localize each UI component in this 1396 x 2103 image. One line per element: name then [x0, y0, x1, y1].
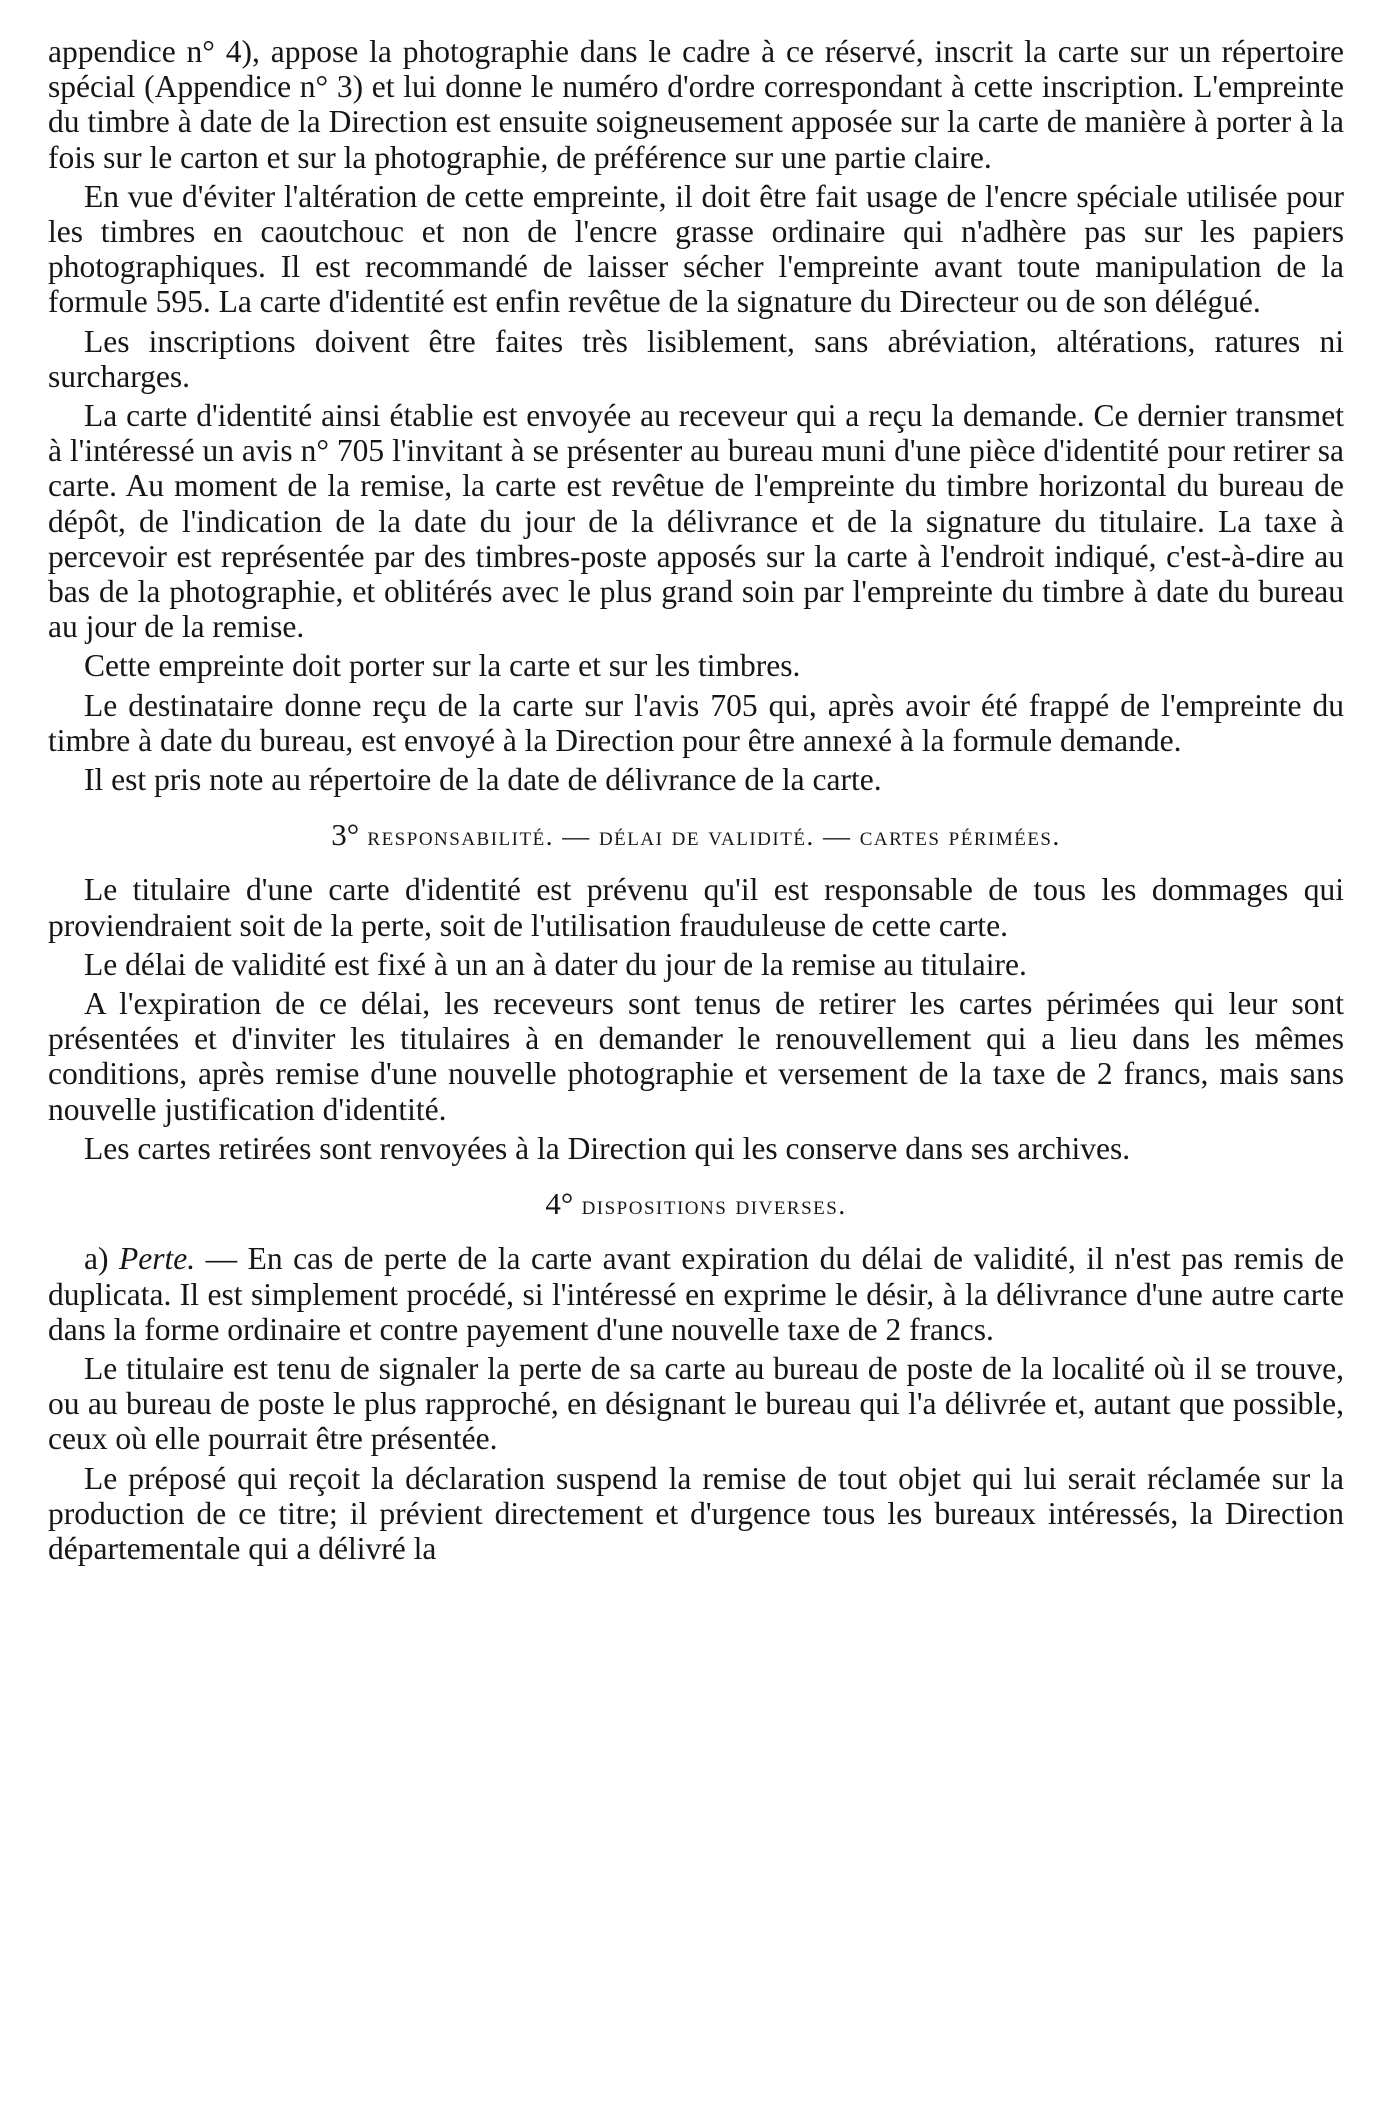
section-heading-responsabilite: [48, 817, 1344, 854]
section-heading-dispositions: [48, 1186, 1344, 1223]
section-number: 4°: [545, 1186, 574, 1222]
document-body: [48, 34, 1344, 1566]
subsection-marker: a): [84, 1241, 109, 1277]
paragraph: En vue d'éviter l'altération de cette empreinte, il doit être fait usage de l'encre spéciale utilisée pour les timbres en caoutchouc et non de l'encre grasse ordinaire qui n'adhère pas sur les papiers photographiques. Il est recommandé de laisser sécher l'empreinte avant toute manipulation de la formule 595. La carte d'identité est enfin revêtue de la signature du Directeur ou de son délégué.: [48, 178, 1344, 320]
paragraph: Le délai de validité est fixé à un an à dater du jour de la remise au titulaire.: [84, 946, 1027, 982]
paragraph: A l'expiration de ce délai, les receveurs sont tenus de retirer les cartes périmées qui leur sont présentées et d'inviter les titulaires à en demander le renouvellement qui a lieu dans les mêmes conditions, après remise d'une nouvelle photographie et versement de la taxe de 2 francs, mais sans nouvelle justification d'identité.: [48, 986, 1344, 1127]
subsection-perte: [48, 1241, 1344, 1347]
section-title: responsabilité. — délai de validité. — cartes périmées.: [367, 821, 1061, 852]
subsection-text: — En cas de perte de la carte avant expiration du délai de validité, il n'est pas remis de duplicata. Il est simplement procédé, si l'intéressé en exprime le désir, à la délivrance d'une autre carte dans la forme ordinaire et contre payement d'une nouvelle taxe de 2 francs.: [48, 1241, 1345, 1347]
section-title: dispositions diverses.: [581, 1190, 847, 1221]
subsection-label: Perte.: [119, 1241, 196, 1277]
paragraph: Le titulaire d'une carte d'identité est prévenu qu'il est responsable de tous les dommages qui proviendraient soit de la perte, soit de l'utilisation frauduleuse de cette carte.: [48, 872, 1344, 943]
paragraph-continuation: appendice n° 4), appose la photographie dans le cadre à ce réservé, inscrit la carte sur un répertoire spécial (Appendice n° 3) et lui donne le numéro d'ordre correspondant à cette inscription. L'empreinte du timbre à date de la Direction est ensuite soigneusement apposée sur la carte de manière à porter à la fois sur le carton et sur la photographie, de préférence sur une partie claire.: [48, 34, 1344, 175]
section-number: 3°: [331, 817, 360, 853]
paragraph: Cette empreinte doit porter sur la carte et sur les timbres.: [84, 648, 801, 684]
paragraph: La carte d'identité ainsi établie est envoyée au receveur qui a reçu la demande. Ce dernier transmet à l'intéressé un avis n° 705 l'invitant à se présenter au bureau muni d'une pièce d'identité pour retirer sa carte. Au moment de la remise, la carte est revêtue de l'empreinte du timbre horizontal du bureau de dépôt, de l'indication de la date du jour de la délivrance et de la signature du titulaire. La taxe à percevoir est représentée par des timbres-poste apposés sur la carte à l'endroit indiqué, c'est-à-dire au bas de la photographie, et oblitérés avec le plus grand soin par l'empreinte du timbre à date du bureau au jour de la remise.: [48, 398, 1344, 645]
paragraph: Le préposé qui reçoit la déclaration suspend la remise de tout objet qui lui serait réclamée sur la production de ce titre; il prévient directement et d'urgence tous les bureaux intéressés, la Direction départementale qui a délivré la: [48, 1460, 1344, 1566]
paragraph: Le titulaire est tenu de signaler la perte de sa carte au bureau de poste de la localité où il se trouve, ou au bureau de poste le plus rapproché, en désignant le bureau qui l'a délivrée et, autant que possible, ceux où elle pourrait être présentée.: [48, 1350, 1344, 1457]
paragraph: Les inscriptions doivent être faites très lisiblement, sans abréviation, altérations, ratures ni surcharges.: [48, 323, 1344, 394]
paragraph: Le destinataire donne reçu de la carte sur l'avis 705 qui, après avoir été frappé de l'empreinte du timbre à date du bureau, est envoyé à la Direction pour être annexé à la formule demande.: [48, 687, 1344, 758]
paragraph: Il est pris note au répertoire de la date de délivrance de la carte.: [84, 762, 882, 798]
paragraph: Les cartes retirées sont renvoyées à la Direction qui les conserve dans ses archives.: [84, 1130, 1131, 1166]
